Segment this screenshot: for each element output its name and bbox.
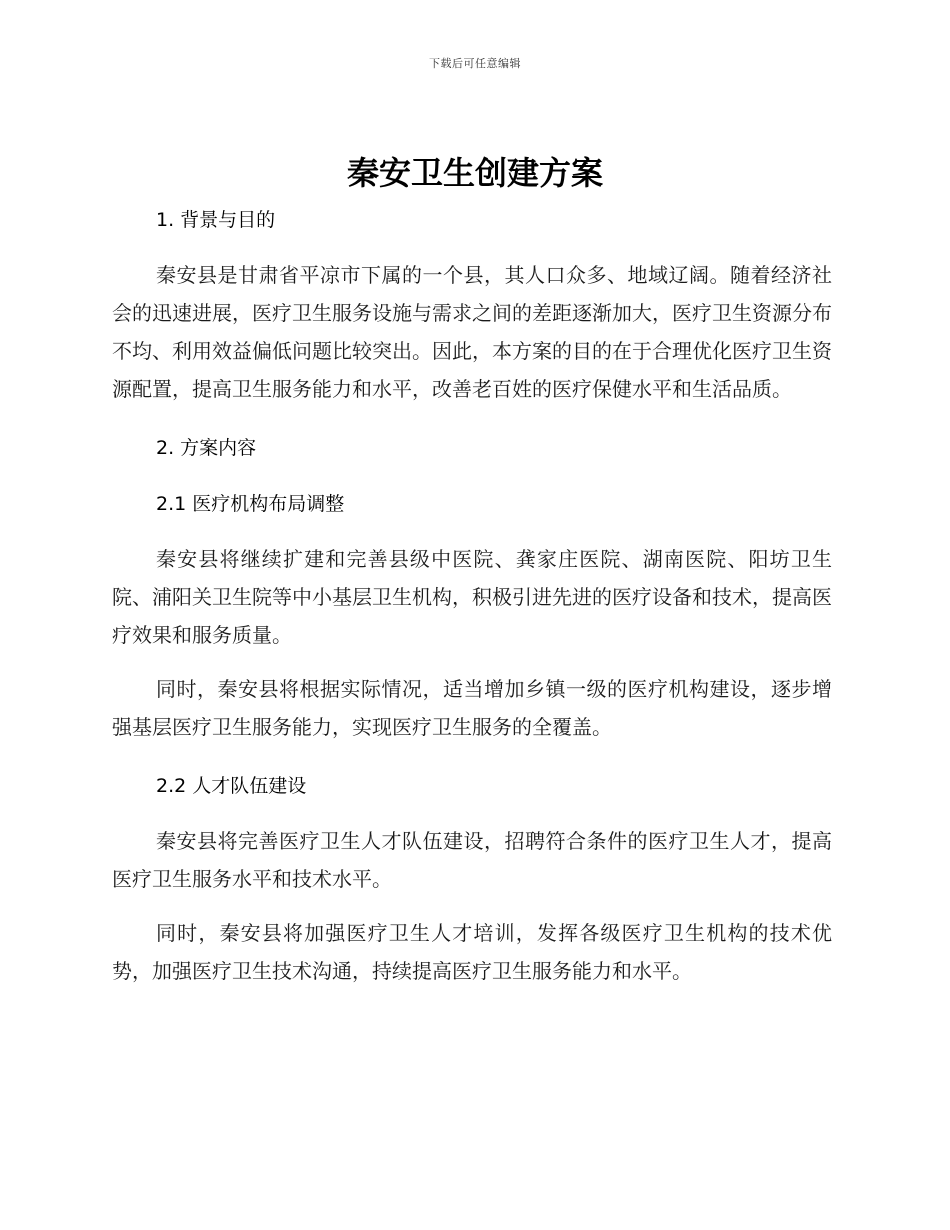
section-heading-facility-layout: 2.1 医疗机构布局调整 — [156, 493, 345, 515]
paragraph-facility-layout-1: 秦安县将继续扩建和完善县级中医院、龚家庄医院、湖南医院、阳坊卫生院、浦阳关卫生院等中小基层卫生机构，积极引进先进的医疗设备和技术，提高医疗效果和服务质量。 — [112, 547, 832, 647]
document-body — [112, 200, 832, 990]
section-heading-plan-content: 2. 方案内容 — [156, 437, 257, 459]
paragraph-talent-team-1: 秦安县将完善医疗卫生人才队伍建设，招聘符合条件的医疗卫生人才，提高医疗卫生服务水平和技术水平。 — [112, 829, 832, 891]
section-heading-background: 1. 背景与目的 — [156, 209, 276, 231]
section-heading-talent-team: 2.2 人才队伍建设 — [156, 775, 307, 797]
paragraph-background: 秦安县是甘肃省平凉市下属的一个县，其人口众多、地域辽阔。随着经济社会的迅速进展，医疗卫生服务设施与需求之间的差距逐渐加大，医疗卫生资源分布不均、利用效益偏低问题比较突出。因此，本方案的目的在于合理优化医疗卫生资源配置，提高卫生服务能力和水平，改善老百姓的医疗保健水平和生活品质。 — [112, 263, 832, 401]
paragraph-talent-team-2: 同时，秦安县将加强医疗卫生人才培训，发挥各级医疗卫生机构的技术优势，加强医疗卫生技术沟通，持续提高医疗卫生服务能力和水平。 — [112, 921, 832, 983]
paragraph-facility-layout-2: 同时，秦安县将根据实际情况，适当增加乡镇一级的医疗机构建设，逐步增强基层医疗卫生服务能力，实现医疗卫生服务的全覆盖。 — [112, 677, 832, 739]
document-title: 秦安卫生创建方案 — [346, 154, 603, 192]
header-note: 下载后可任意编辑 — [429, 57, 521, 70]
